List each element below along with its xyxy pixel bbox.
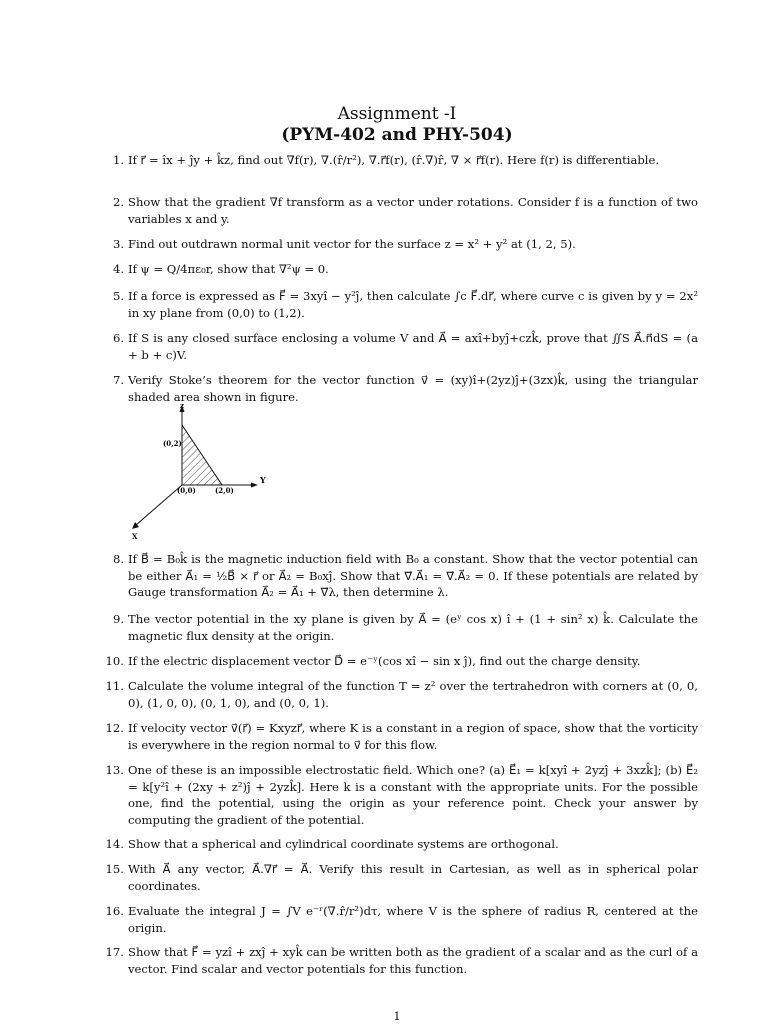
problem-item — [104, 330, 698, 363]
problem-number: 13. — [105, 763, 124, 777]
problem-item — [104, 194, 698, 227]
problem-number: 15. — [105, 862, 124, 876]
page-number: 1 — [393, 1010, 401, 1023]
problem-number: 12. — [105, 721, 124, 735]
point-label-top: (0,2) — [163, 439, 182, 448]
problem-item — [104, 551, 698, 601]
problem-number: 14. — [105, 837, 124, 851]
problem-text: If r⃗ = îx + ĵy + k̂z, find out ∇f(r), ∇.(r̂/r²), ∇.r⃗f(r), (r̂.∇)r̂, ∇ × r⃗f(r). Here f(r) is differentiable. — [128, 153, 660, 167]
problem-text: Show that a spherical and cylindrical coordinate systems are orthogonal. — [128, 837, 559, 851]
problem-text: If ψ = Q/4πε₀r, show that ∇²ψ = 0. — [128, 262, 329, 276]
point-label-origin: (0,0) — [177, 486, 196, 495]
shaded-triangle — [182, 425, 222, 485]
problem-item — [104, 720, 698, 753]
problem-text: The vector potential in the xy plane is given by A⃗ = (eʸ cos x) î + (1 + sin² x) k̂. Calculate the magnetic flux density at the origin. — [128, 612, 698, 643]
y-axis-arrow — [251, 483, 258, 488]
problem-text: Find out outdrawn normal unit vector for the surface z = x² + y² at (1, 2, 5). — [128, 237, 576, 251]
problem-item — [104, 236, 698, 253]
y-axis-label: Y — [260, 475, 266, 485]
problem-item — [104, 762, 698, 828]
problem-text: If the electric displacement vector D⃗ = e⁻ʸ(cos xî − sin x ĵ), find out the charge density. — [128, 654, 641, 668]
problem-item — [104, 653, 698, 670]
problem-text: One of these is an impossible electrostatic field. Which one? (a) E⃗₁ = k[xyî + 2yzĵ + 3xzk̂]; (b) E⃗₂ = k[y²î + (2xy + z²)ĵ + 2yzk̂]. Here k is a constant with the appropriate units. For the possible one, find the potential, using the origin as your reference point. Check your answer by computing the gradient of the potential. — [128, 763, 698, 827]
problem-number: 8. — [112, 552, 124, 566]
problem-text: Evaluate the integral J = ∫V e⁻ʳ(∇.r̂/r²)dτ, where V is the sphere of radius R, centered at the origin. — [128, 904, 698, 935]
document-subtitle: (PYM-402 and PHY-504) — [281, 125, 513, 145]
problem-number: 4. — [112, 262, 124, 276]
problem-item — [104, 372, 698, 405]
point-label-right: (2,0) — [215, 486, 234, 495]
problem-item — [104, 261, 698, 278]
problem-number: 9. — [112, 612, 124, 626]
problem-item — [104, 678, 698, 711]
z-axis-label: z — [180, 402, 184, 410]
problem-item — [104, 152, 698, 169]
x-axis — [136, 485, 182, 525]
problem-number: 5. — [112, 289, 124, 303]
problem-number: 17. — [105, 945, 124, 959]
problem-number: 1. — [112, 153, 124, 167]
problem-number: 7. — [112, 373, 124, 387]
problem-text: If a force is expressed as F⃗ = 3xyî − y²ĵ, then calculate ∫c F⃗.dr⃗, where curve c is given by y = 2x² in xy plane from (0,0) to (1,2). — [128, 289, 698, 320]
problem-item — [104, 861, 698, 894]
document-title: Assignment -I — [337, 104, 457, 124]
problem-text: Verify Stoke’s theorem for the vector function v⃗ = (xy)î+(2yz)ĵ+(3zx)k̂, using the triangular shaded area shown in figure. — [128, 373, 698, 404]
problem-text: Show that the gradient ∇f transform as a vector under rotations. Consider f is a function of two variables x and y. — [128, 195, 698, 226]
problem-text: With A⃗ any vector, A⃗.∇r⃗ = A⃗. Verify this result in Cartesian, as well as in spherical polar coordinates. — [128, 862, 698, 893]
problem-number: 10. — [105, 654, 124, 668]
problem-text: Show that F⃗ = yzî + zxĵ + xyk̂ can be written both as the gradient of a scalar and as the curl of a vector. Find scalar and vector potentials for this function. — [128, 945, 698, 976]
problem-number: 11. — [105, 679, 124, 693]
problem-text: Calculate the volume integral of the function T = z² over the tertrahedron with corners at (0, 0, 0), (1, 0, 0), (0, 1, 0), and (0, 0, 1). — [128, 679, 698, 710]
problem-text: If velocity vector v⃗(r⃗) = Kxyzr⃗, where K is a constant in a region of space, show that the vorticity is everywhere in the region normal to v⃗ for this flow. — [128, 721, 698, 752]
problem-item — [104, 611, 698, 644]
problem-item — [104, 903, 698, 936]
problem-text: If B⃗ = B₀k̂ is the magnetic induction field with B₀ a constant. Show that the vector potential can be either A⃗₁ = ½B⃗ × r⃗ or A⃗₂ = B₀xĵ. Show that ∇⃗.A⃗₁ = ∇⃗.A⃗₂ = 0. If these potentials are related by Gauge transformation A⃗₂ = A⃗₁ + ∇⃗λ, then determine λ. — [128, 552, 698, 599]
x-axis-label: X — [132, 532, 138, 541]
problem-text: If S is any closed surface enclosing a volume V and A⃗ = axî+byĵ+czk̂, prove that ∬S A⃗.n⃗dS = (a + b + c)V. — [128, 331, 698, 362]
problem-number: 16. — [105, 904, 124, 918]
problem-number: 6. — [112, 331, 124, 345]
triangle-figure — [124, 402, 284, 542]
axes-diagram — [124, 402, 284, 542]
problem-item — [104, 836, 698, 853]
problem-number: 2. — [112, 195, 124, 209]
title-block — [0, 104, 768, 145]
problem-number: 3. — [112, 237, 124, 251]
problem-item — [104, 944, 698, 977]
problem-item — [104, 288, 698, 321]
